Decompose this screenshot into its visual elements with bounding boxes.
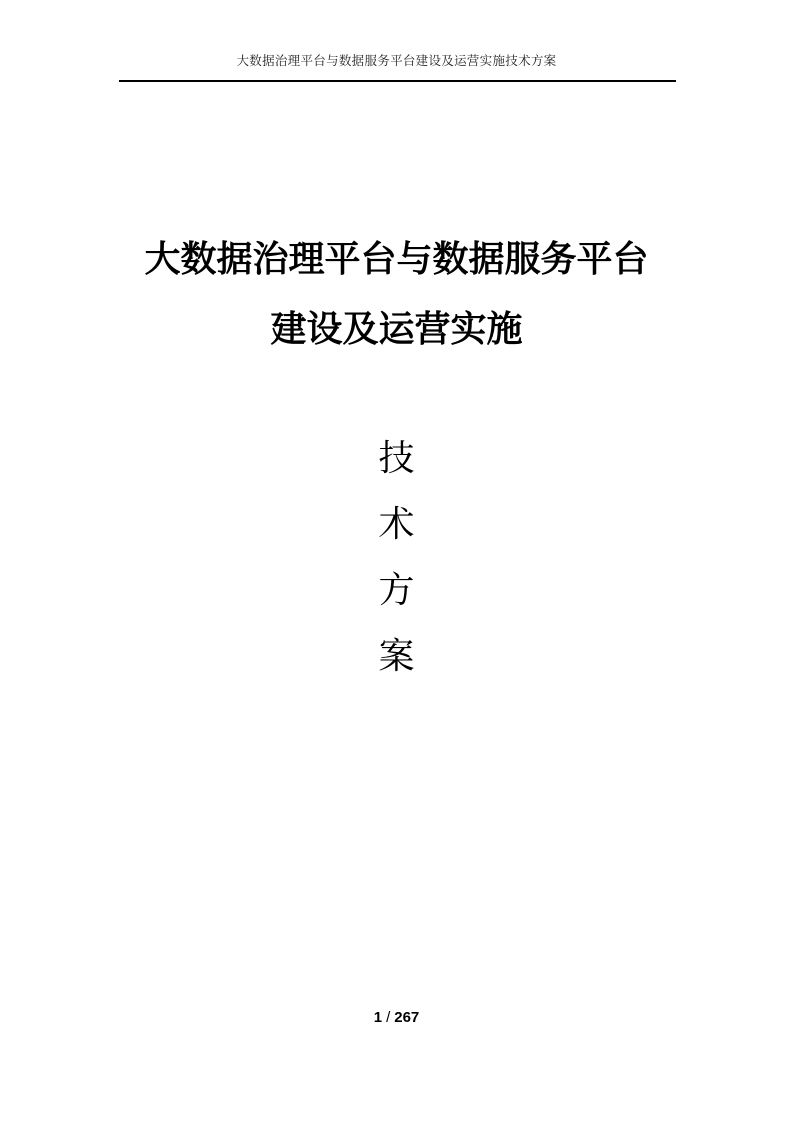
page-number-separator: / bbox=[386, 1009, 391, 1026]
subtitle-char-2: 术 bbox=[378, 504, 415, 544]
page-header-title: 大数据治理平台与数据服务平台建设及运营实施技术方案 bbox=[236, 54, 557, 68]
page-number-total: 267 bbox=[394, 1009, 420, 1026]
subtitle-char-1: 技 bbox=[378, 438, 415, 478]
page-footer bbox=[0, 1008, 793, 1028]
cover-subtitle-vertical bbox=[0, 425, 793, 689]
cover-title-line-1: 大数据治理平台与数据服务平台 bbox=[144, 239, 649, 279]
cover-title-line-2: 建设及运营实施 bbox=[270, 309, 523, 349]
subtitle-char-3: 方 bbox=[378, 570, 415, 610]
subtitle-char-4: 案 bbox=[378, 636, 415, 676]
header-rule bbox=[119, 80, 676, 82]
page-number-current: 1 bbox=[373, 1009, 383, 1026]
